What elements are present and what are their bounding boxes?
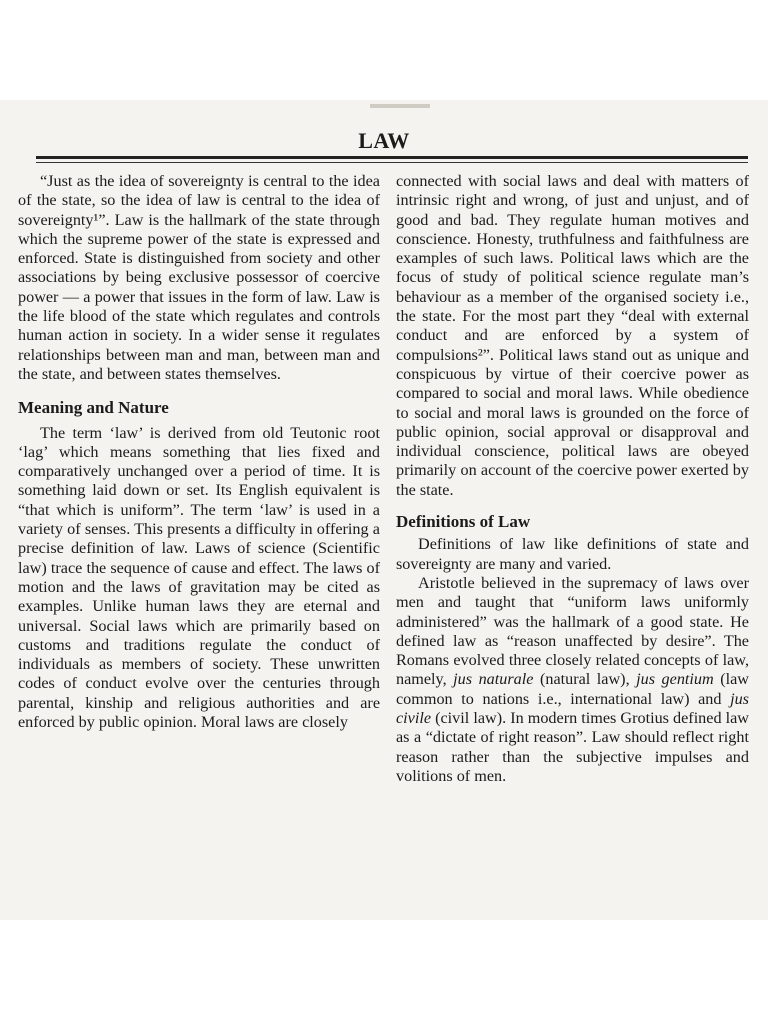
- section-heading-meaning: Meaning and Nature: [18, 398, 169, 418]
- section-heading-definitions: Definitions of Law: [396, 512, 531, 532]
- term-jus-civile: jus civile: [396, 689, 749, 728]
- term-jus-gentium: jus gentium: [636, 670, 714, 689]
- definitions-paragraph: Definitions of law like definitions of state and sovereignty are many and varied.: [396, 535, 749, 573]
- aristotle-text-start: Aristotle believed in the supremacy of laws over men and taught that “uniform laws uniformly administered” was the hallmark of a good state. He defined law as “reason unaffected by desire”. The Romans evolved three closely related concepts of law, namely,: [396, 573, 749, 689]
- aristotle-text-end: (civil law). In modern times Grotius defined law as a “dictate of right reason”. Law should reflect right reason rather than the subjective impulses and volitions of men.: [396, 709, 749, 785]
- meaning-paragraph: The term ‘law’ is derived from old Teutonic root ‘lag’ which means something that lies fixed and comparatively unchanged over a period of time. It is something laid down or set. Its English equivalent is “that which is uniform”. The term ‘law’ is used in a variety of senses. This presents a difficulty in offering a precise definition of law. Laws of science (Scientific law) trace the sequence of cause and effect. The laws of motion and the laws of gravitation may be cited as examples. Unlike human laws they are eternal and universal. Social laws which are primarily based on customs and traditions regulate the conduct of individuals as members of society. These unwritten codes of conduct evolve over the centuries through parental, kinship and religious authorities and are enforced by public opinion. Moral laws are closely: [18, 423, 380, 732]
- aristotle-paragraph: [396, 574, 749, 786]
- term-jus-gentium-gloss: (law common to nations i.e., international law) and: [396, 670, 749, 708]
- title-rule-thick: [36, 156, 748, 159]
- term-jus-naturale-gloss: (natural law),: [533, 670, 637, 689]
- right-column: [396, 172, 749, 786]
- left-column: [18, 172, 380, 732]
- title-rule-thin: [36, 162, 748, 163]
- intro-paragraph: “Just as the idea of sovereignty is central to the idea of the state, so the idea of law is central to the idea of sovereignty¹”. Law is the hallmark of the state through which the supreme power of the state is expressed and enforced. State is distinguished from society and other associations by being exclusive possessor of coercive power — a power that issues in the form of law. Law is the life blood of the state which regulates and controls human action in society. In a wider sense it regulates relationships between man and man, between man and the state, and between states themselves.: [18, 172, 380, 383]
- page-title: LAW: [358, 128, 410, 153]
- continued-paragraph: connected with social laws and deal with matters of intrinsic right and wrong, of just and unjust, and of good and bad. They regulate human motives and conscience. Honesty, truthfulness and faithfulness are examples of such laws. Political laws which are the focus of study of political science regulate man’s behaviour as a member of the organised society i.e., the state. For the most part they “deal with external conduct and are enforced by a system of compulsions²”. Political laws stand out as unique and conspicuous by virtue of their coercive power as compared to social and moral laws. While obedience to social and moral laws is grounded on the force of public opinion, social approval or disapproval and individual conscience, political laws are obeyed primarily on account of the coercive power exerted by the state.: [396, 172, 749, 499]
- term-jus-naturale: jus naturale: [453, 670, 534, 689]
- running-head-bleed: [370, 104, 430, 108]
